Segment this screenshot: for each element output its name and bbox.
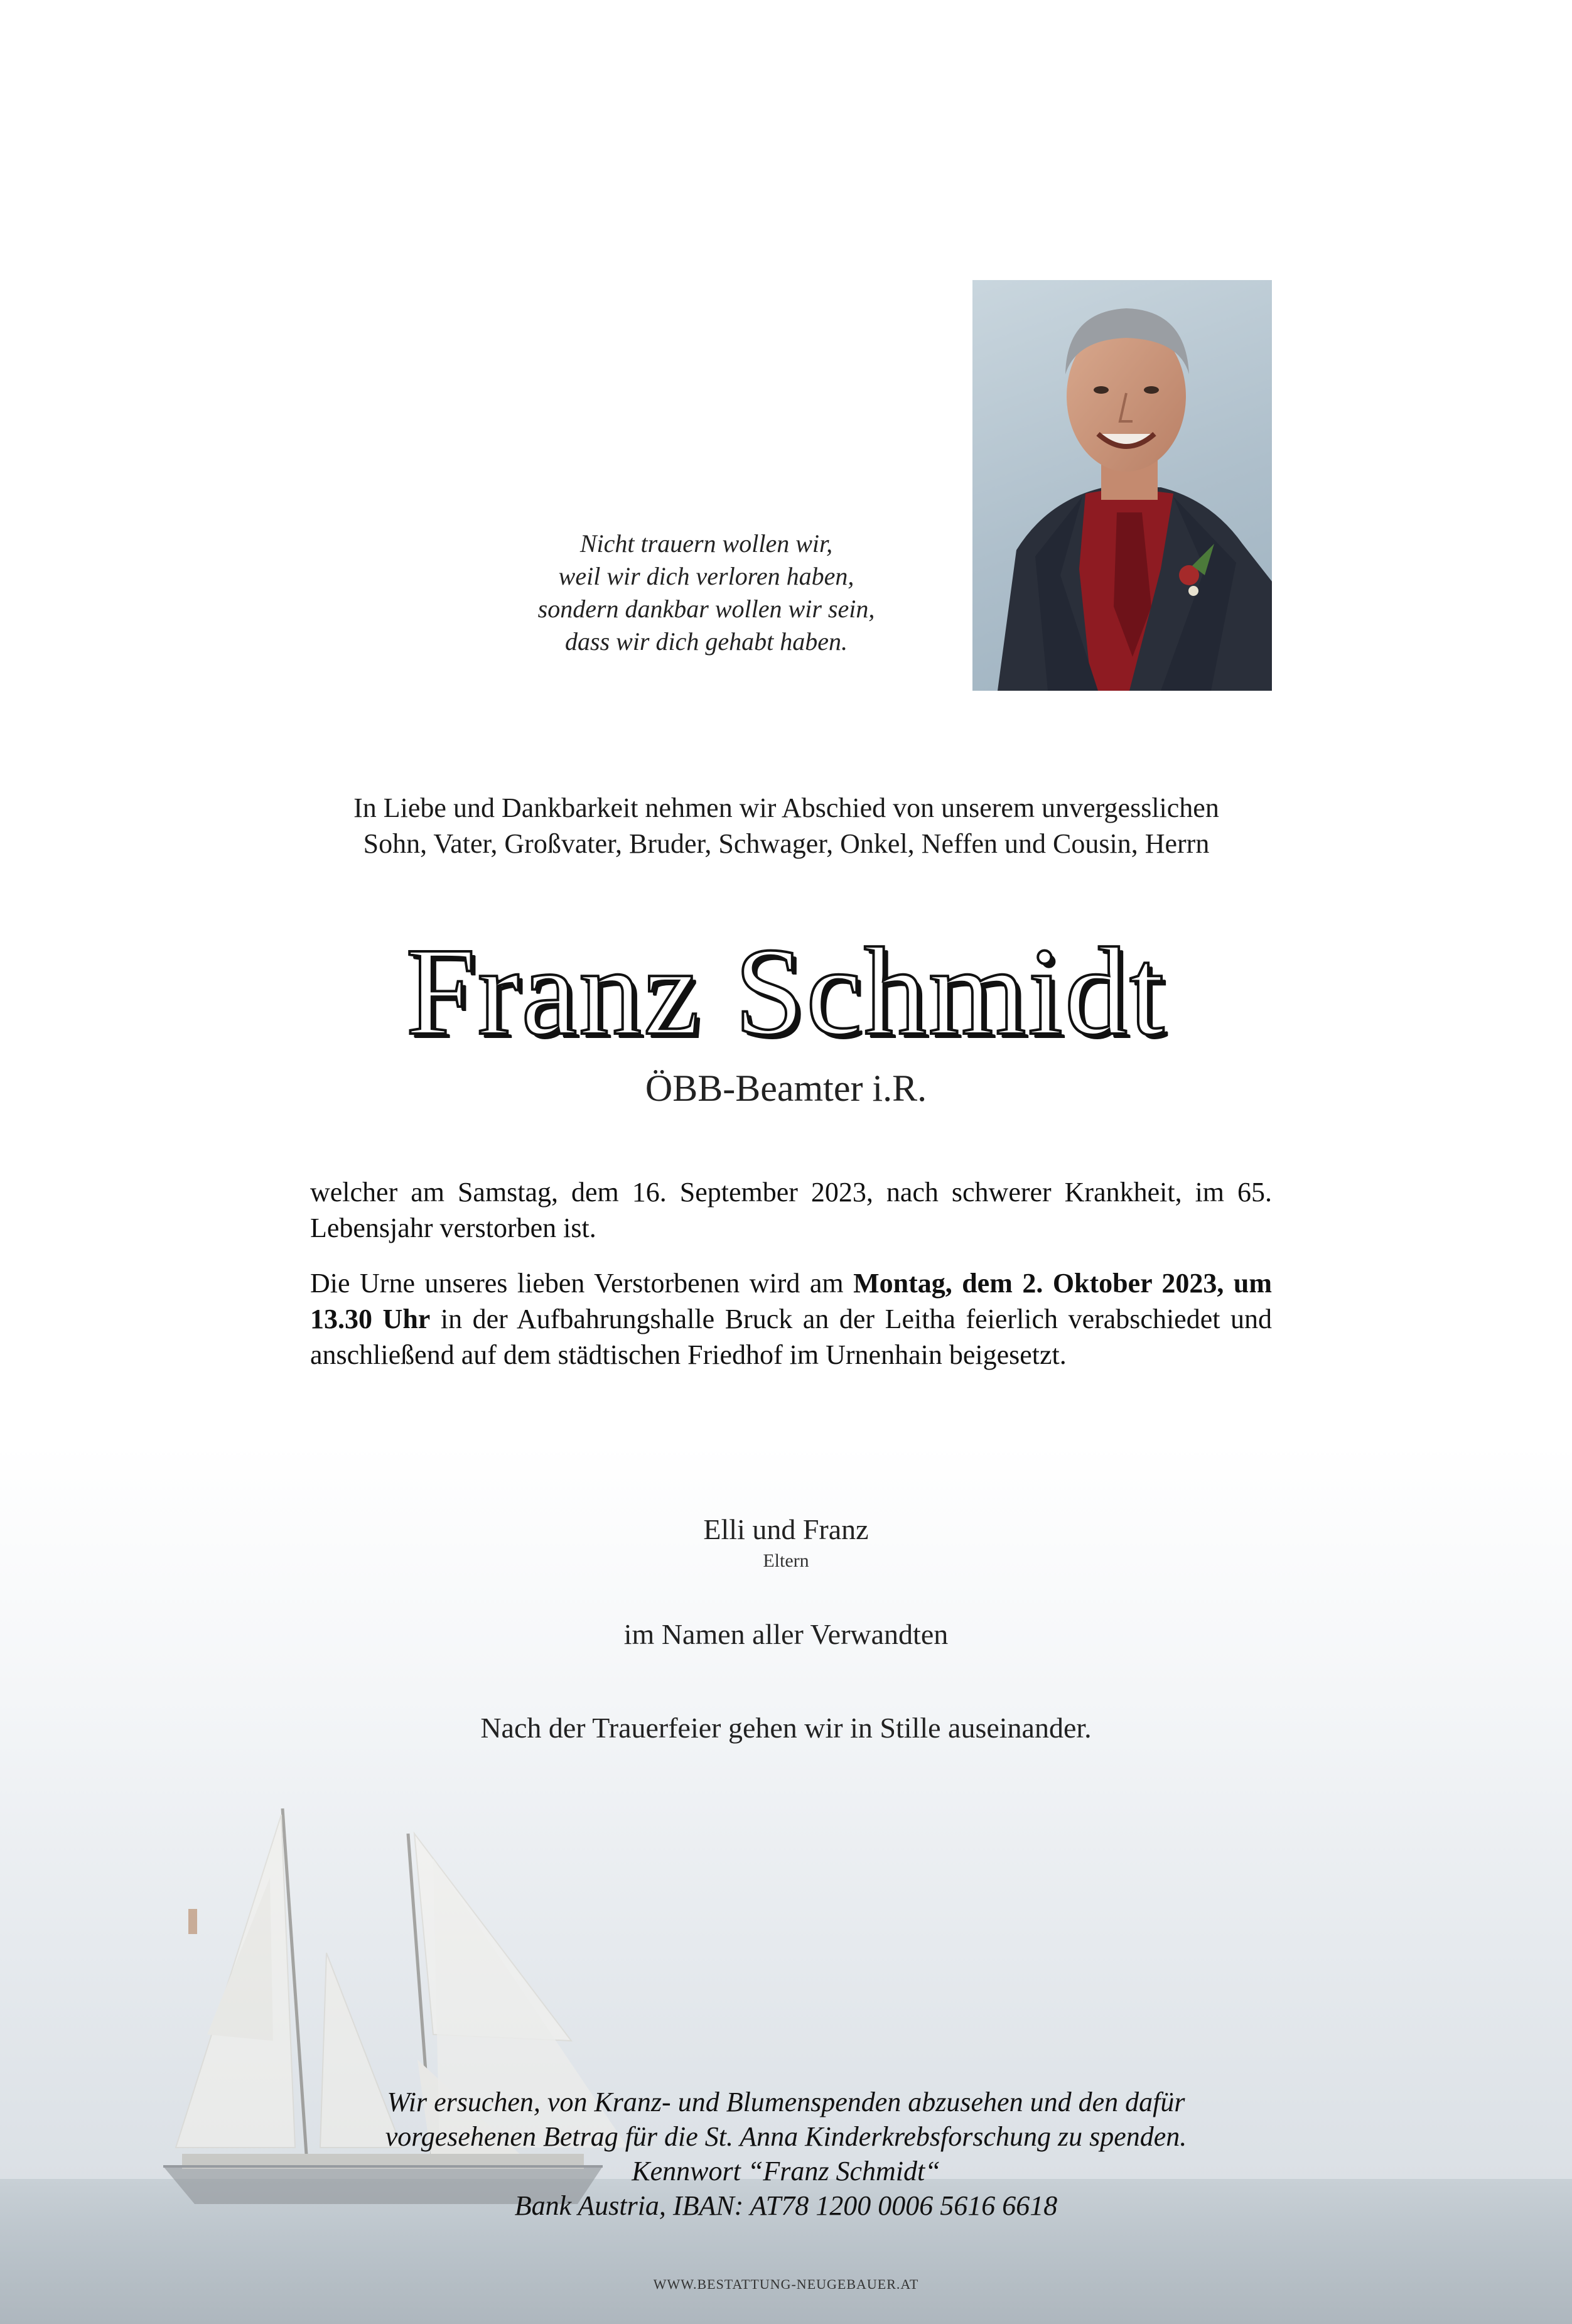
deceased-name: Franz Schmidt [406,922,1166,1061]
mourner-names: Elli und Franz [703,1513,869,1545]
donation-line: Kennwort “Franz Schmidt“ [632,2156,940,2186]
poem-line: Nicht trauern wollen wir, [579,529,833,558]
donation-line: Wir ersuchen, von Kranz- und Blumenspenden abzusehen und den dafür [387,2087,1185,2117]
ceremony-paragraph [310,1265,1272,1373]
mourner-role: Eltern [763,1550,809,1571]
closing-line: Nach der Trauerfeier gehen wir in Stille auseinander. [480,1712,1092,1744]
ceremony-text: Die Urne unseres lieben Verstorbenen wird am [310,1268,854,1299]
intro-line: Sohn, Vater, Großvater, Bruder, Schwager, Onkel, Neffen und Cousin, Herrn [363,828,1210,859]
website-footer: WWW.BESTATTUNG-NEUGEBAUER.AT [653,2276,919,2292]
intro-line: In Liebe und Dankbarkeit nehmen wir Abschied von unserem unvergesslichen [353,792,1219,823]
poem-line: dass wir dich gehabt haben. [565,627,848,656]
ceremony-text: in der Aufbahrungshalle Bruck an der Leitha feierlich verabschiedet und anschließend auf dem städtischen Friedhof im Urnenhain beigesetzt. [310,1304,1273,1370]
relatives-line: im Namen aller Verwandten [623,1618,949,1650]
deceased-title: ÖBB-Beamter i.R. [645,1067,927,1109]
death-notice-paragraph: welcher am Samstag, dem 16. September 2023, nach schwerer Krankheit, im 65. Lebensjahr verstorben ist. [310,1177,1272,1243]
poem-line: weil wir dich verloren haben, [558,562,854,590]
memorial-poem [433,527,979,658]
ceremony-date: Montag, dem 2. Oktober 2023, um 13.30 Uhr [310,1268,1272,1334]
donation-line: vorgesehenen Betrag für die St. Anna Kinderkrebsforschung zu spenden. [385,2121,1187,2152]
poem-line: sondern dankbar wollen wir sein, [537,595,875,623]
donation-line: Bank Austria, IBAN: AT78 1200 0006 5616 6618 [514,2190,1058,2221]
farewell-intro [295,790,1278,862]
portrait-photo [972,280,1272,691]
donation-request [0,2085,1572,2223]
portrait-illustration [972,280,1272,691]
